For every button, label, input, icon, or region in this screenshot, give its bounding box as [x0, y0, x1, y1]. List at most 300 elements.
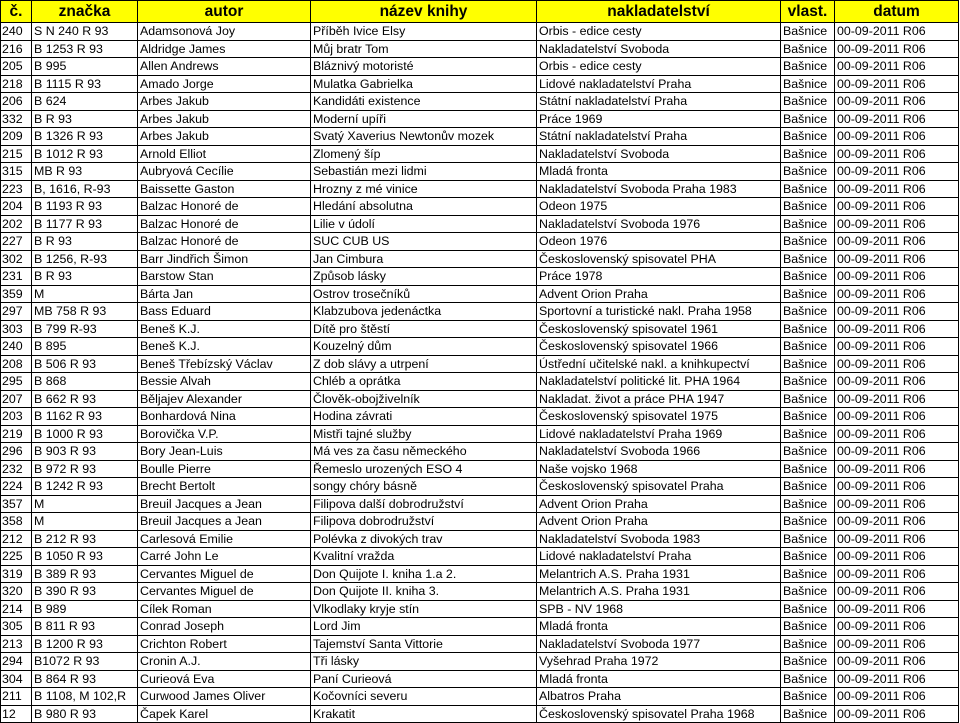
date-cell: 00-09-2011 R06	[835, 373, 959, 391]
table-row	[1, 478, 959, 496]
date-cell: 00-09-2011 R06	[835, 180, 959, 198]
publisher-cell: Vyšehrad Praha 1972	[537, 653, 781, 671]
table-row	[1, 653, 959, 671]
owner-cell: Bašnice	[781, 93, 835, 111]
col-author-header: autor	[138, 1, 311, 23]
code-cell: B 995	[32, 58, 138, 76]
date-cell: 00-09-2011 R06	[835, 58, 959, 76]
publisher-cell: Nakladatelství Svoboda 1977	[537, 635, 781, 653]
date-cell: 00-09-2011 R06	[835, 425, 959, 443]
code-cell: B 1193 R 93	[32, 198, 138, 216]
table-row	[1, 110, 959, 128]
code-cell: B 895	[32, 338, 138, 356]
publisher-cell: Československý spisovatel Praha	[537, 478, 781, 496]
publisher-cell: Československý spisovatel 1975	[537, 408, 781, 426]
date-cell: 00-09-2011 R06	[835, 565, 959, 583]
author-cell: Běljajev Alexander	[138, 390, 311, 408]
publisher-cell: Československý spisovatel 1966	[537, 338, 781, 356]
table-row	[1, 513, 959, 531]
owner-cell: Bašnice	[781, 215, 835, 233]
row-number-cell: 202	[1, 215, 32, 233]
publisher-cell: Státní nakladatelství Praha	[537, 128, 781, 146]
date-cell: 00-09-2011 R06	[835, 268, 959, 286]
title-cell: Řemeslo urozených ESO 4	[311, 460, 537, 478]
title-cell: Chléb a oprátka	[311, 373, 537, 391]
publisher-cell: Sportovní a turistické nakl. Praha 1958	[537, 303, 781, 321]
code-cell: B 903 R 93	[32, 443, 138, 461]
code-cell: B 1000 R 93	[32, 425, 138, 443]
title-cell: SUC CUB US	[311, 233, 537, 251]
owner-cell: Bašnice	[781, 688, 835, 706]
author-cell: Balzac Honoré de	[138, 198, 311, 216]
table-row	[1, 390, 959, 408]
row-number-cell: 12	[1, 705, 32, 723]
title-cell: Sebastián mezi lidmi	[311, 163, 537, 181]
author-cell: Borovička V.P.	[138, 425, 311, 443]
author-cell: Aldridge James	[138, 40, 311, 58]
table-row	[1, 705, 959, 723]
code-cell: B 390 R 93	[32, 583, 138, 601]
code-cell: B 1256, R-93	[32, 250, 138, 268]
date-cell: 00-09-2011 R06	[835, 355, 959, 373]
owner-cell: Bašnice	[781, 618, 835, 636]
date-cell: 00-09-2011 R06	[835, 478, 959, 496]
date-cell: 00-09-2011 R06	[835, 460, 959, 478]
table-row	[1, 75, 959, 93]
title-cell: Vlkodlaky kryje stín	[311, 600, 537, 618]
title-cell: Způsob lásky	[311, 268, 537, 286]
row-number-cell: 294	[1, 653, 32, 671]
publisher-cell: Melantrich A.S. Praha 1931	[537, 583, 781, 601]
table-row	[1, 338, 959, 356]
author-cell: Cervantes Miguel de	[138, 583, 311, 601]
date-cell: 00-09-2011 R06	[835, 443, 959, 461]
author-cell: Barr Jindřich Šimon	[138, 250, 311, 268]
author-cell: Bory Jean-Luis	[138, 443, 311, 461]
title-cell: Mistři tajné služby	[311, 425, 537, 443]
table-row	[1, 565, 959, 583]
code-cell: B1072 R 93	[32, 653, 138, 671]
row-number-cell: 204	[1, 198, 32, 216]
code-cell: B 1108, M 102,R	[32, 688, 138, 706]
author-cell: Beneš K.J.	[138, 338, 311, 356]
title-cell: Hledání absolutna	[311, 198, 537, 216]
author-cell: Conrad Joseph	[138, 618, 311, 636]
date-cell: 00-09-2011 R06	[835, 23, 959, 41]
row-number-cell: 215	[1, 145, 32, 163]
col-number-header: č.	[1, 1, 32, 23]
date-cell: 00-09-2011 R06	[835, 215, 959, 233]
publisher-cell: Advent Orion Praha	[537, 513, 781, 531]
owner-cell: Bašnice	[781, 425, 835, 443]
date-cell: 00-09-2011 R06	[835, 653, 959, 671]
title-cell: Má ves za času německého	[311, 443, 537, 461]
title-cell: Don Quijote II. kniha 3.	[311, 583, 537, 601]
row-number-cell: 295	[1, 373, 32, 391]
author-cell: Breuil Jacques a Jean	[138, 495, 311, 513]
title-cell: Kouzelný dům	[311, 338, 537, 356]
owner-cell: Bašnice	[781, 303, 835, 321]
publisher-cell: Odeon 1975	[537, 198, 781, 216]
code-cell: B 1200 R 93	[32, 635, 138, 653]
table-row	[1, 163, 959, 181]
owner-cell: Bašnice	[781, 705, 835, 723]
author-cell: Arbes Jakub	[138, 110, 311, 128]
title-cell: Kvalitní vražda	[311, 548, 537, 566]
publisher-cell: Nakladatelství politické lit. PHA 1964	[537, 373, 781, 391]
publisher-cell: Mladá fronta	[537, 670, 781, 688]
row-number-cell: 203	[1, 408, 32, 426]
owner-cell: Bašnice	[781, 338, 835, 356]
title-cell: Klabzubova jedenáctka	[311, 303, 537, 321]
author-cell: Cronin A.J.	[138, 653, 311, 671]
col-date-header: datum	[835, 1, 959, 23]
row-number-cell: 357	[1, 495, 32, 513]
row-number-cell: 223	[1, 180, 32, 198]
table-row	[1, 670, 959, 688]
publisher-cell: Nakladatelství Svoboda	[537, 40, 781, 58]
owner-cell: Bašnice	[781, 320, 835, 338]
row-number-cell: 219	[1, 425, 32, 443]
title-cell: Tajemství Santa Vittorie	[311, 635, 537, 653]
code-cell: B 1050 R 93	[32, 548, 138, 566]
row-number-cell: 213	[1, 635, 32, 653]
title-cell: Lilie v údolí	[311, 215, 537, 233]
title-cell: Krakatit	[311, 705, 537, 723]
author-cell: Arbes Jakub	[138, 93, 311, 111]
author-cell: Boulle Pierre	[138, 460, 311, 478]
date-cell: 00-09-2011 R06	[835, 670, 959, 688]
publisher-cell: Nakladatelství Svoboda 1976	[537, 215, 781, 233]
row-number-cell: 208	[1, 355, 32, 373]
code-cell: B 1326 R 93	[32, 128, 138, 146]
row-number-cell: 359	[1, 285, 32, 303]
publisher-cell: Práce 1969	[537, 110, 781, 128]
row-number-cell: 231	[1, 268, 32, 286]
title-cell: Člověk-obojživelník	[311, 390, 537, 408]
date-cell: 00-09-2011 R06	[835, 303, 959, 321]
table-row	[1, 23, 959, 41]
owner-cell: Bašnice	[781, 653, 835, 671]
row-number-cell: 207	[1, 390, 32, 408]
date-cell: 00-09-2011 R06	[835, 40, 959, 58]
title-cell: Hodina závrati	[311, 408, 537, 426]
owner-cell: Bašnice	[781, 478, 835, 496]
code-cell: B 1115 R 93	[32, 75, 138, 93]
author-cell: Cervantes Miguel de	[138, 565, 311, 583]
title-cell: Dítě pro štěstí	[311, 320, 537, 338]
author-cell: Bonhardová Nina	[138, 408, 311, 426]
date-cell: 00-09-2011 R06	[835, 618, 959, 636]
date-cell: 00-09-2011 R06	[835, 600, 959, 618]
table-row	[1, 443, 959, 461]
title-cell: Paní Curieová	[311, 670, 537, 688]
publisher-cell: Práce 1978	[537, 268, 781, 286]
owner-cell: Bašnice	[781, 40, 835, 58]
publisher-cell: Československý spisovatel PHA	[537, 250, 781, 268]
author-cell: Arbes Jakub	[138, 128, 311, 146]
publisher-cell: Československý spisovatel Praha 1968	[537, 705, 781, 723]
owner-cell: Bašnice	[781, 180, 835, 198]
table-row	[1, 180, 959, 198]
table-row	[1, 688, 959, 706]
table-row	[1, 530, 959, 548]
code-cell: MB 758 R 93	[32, 303, 138, 321]
author-cell: Adamsonová Joy	[138, 23, 311, 41]
row-number-cell: 216	[1, 40, 32, 58]
owner-cell: Bašnice	[781, 250, 835, 268]
author-cell: Cílek Roman	[138, 600, 311, 618]
author-cell: Bessie Alvah	[138, 373, 311, 391]
col-publisher-header: nakladatelství	[537, 1, 781, 23]
owner-cell: Bašnice	[781, 600, 835, 618]
row-number-cell: 227	[1, 233, 32, 251]
code-cell: B 811 R 93	[32, 618, 138, 636]
date-cell: 00-09-2011 R06	[835, 583, 959, 601]
author-cell: Carré John Le	[138, 548, 311, 566]
row-number-cell: 206	[1, 93, 32, 111]
author-cell: Allen Andrews	[138, 58, 311, 76]
date-cell: 00-09-2011 R06	[835, 495, 959, 513]
author-cell: Aubryová Cecílie	[138, 163, 311, 181]
owner-cell: Bašnice	[781, 285, 835, 303]
table-row	[1, 233, 959, 251]
title-cell: Moderní upíři	[311, 110, 537, 128]
row-number-cell: 304	[1, 670, 32, 688]
table-row	[1, 128, 959, 146]
code-cell: B 389 R 93	[32, 565, 138, 583]
owner-cell: Bašnice	[781, 443, 835, 461]
row-number-cell: 332	[1, 110, 32, 128]
owner-cell: Bašnice	[781, 548, 835, 566]
code-cell: MB R 93	[32, 163, 138, 181]
title-cell: Don Quijote I. kniha 1.a 2.	[311, 565, 537, 583]
date-cell: 00-09-2011 R06	[835, 705, 959, 723]
table-row	[1, 145, 959, 163]
owner-cell: Bašnice	[781, 198, 835, 216]
publisher-cell: Státní nakladatelství Praha	[537, 93, 781, 111]
owner-cell: Bašnice	[781, 390, 835, 408]
owner-cell: Bašnice	[781, 163, 835, 181]
publisher-cell: Nakladatelství Svoboda 1966	[537, 443, 781, 461]
table-row	[1, 583, 959, 601]
author-cell: Breuil Jacques a Jean	[138, 513, 311, 531]
author-cell: Crichton Robert	[138, 635, 311, 653]
table-row	[1, 408, 959, 426]
row-number-cell: 302	[1, 250, 32, 268]
code-cell: B 989	[32, 600, 138, 618]
publisher-cell: Advent Orion Praha	[537, 495, 781, 513]
publisher-cell: Nakladatelství Svoboda 1983	[537, 530, 781, 548]
date-cell: 00-09-2011 R06	[835, 635, 959, 653]
row-number-cell: 232	[1, 460, 32, 478]
table-row	[1, 425, 959, 443]
publisher-cell: Naše vojsko 1968	[537, 460, 781, 478]
title-cell: songy chóry básně	[311, 478, 537, 496]
col-owner-header: vlast.	[781, 1, 835, 23]
code-cell: B R 93	[32, 268, 138, 286]
author-cell: Carlesová Emilie	[138, 530, 311, 548]
author-cell: Barstow Stan	[138, 268, 311, 286]
code-cell: B 864 R 93	[32, 670, 138, 688]
code-cell: M	[32, 285, 138, 303]
date-cell: 00-09-2011 R06	[835, 285, 959, 303]
owner-cell: Bašnice	[781, 58, 835, 76]
table-row	[1, 548, 959, 566]
row-number-cell: 224	[1, 478, 32, 496]
owner-cell: Bašnice	[781, 268, 835, 286]
table-row	[1, 303, 959, 321]
row-number-cell: 320	[1, 583, 32, 601]
table-row	[1, 495, 959, 513]
date-cell: 00-09-2011 R06	[835, 338, 959, 356]
publisher-cell: Odeon 1976	[537, 233, 781, 251]
author-cell: Beneš K.J.	[138, 320, 311, 338]
title-cell: Polévka z divokých trav	[311, 530, 537, 548]
code-cell: B 980 R 93	[32, 705, 138, 723]
row-number-cell: 303	[1, 320, 32, 338]
publisher-cell: Lidové nakladatelství Praha	[537, 75, 781, 93]
table-body	[1, 23, 959, 723]
publisher-cell: Albatros Praha	[537, 688, 781, 706]
row-number-cell: 358	[1, 513, 32, 531]
table-row	[1, 320, 959, 338]
table-row	[1, 198, 959, 216]
owner-cell: Bašnice	[781, 145, 835, 163]
publisher-cell: Advent Orion Praha	[537, 285, 781, 303]
row-number-cell: 205	[1, 58, 32, 76]
date-cell: 00-09-2011 R06	[835, 320, 959, 338]
table-row	[1, 355, 959, 373]
title-cell: Filipova další dobrodružství	[311, 495, 537, 513]
code-cell: M	[32, 513, 138, 531]
author-cell: Baissette Gaston	[138, 180, 311, 198]
code-cell: B 1162 R 93	[32, 408, 138, 426]
title-cell: Ostrov trosečníků	[311, 285, 537, 303]
date-cell: 00-09-2011 R06	[835, 408, 959, 426]
code-cell: B 1253 R 93	[32, 40, 138, 58]
code-cell: S N 240 R 93	[32, 23, 138, 41]
table-row	[1, 58, 959, 76]
owner-cell: Bašnice	[781, 110, 835, 128]
table-row	[1, 40, 959, 58]
row-number-cell: 315	[1, 163, 32, 181]
author-cell: Beneš Třebízský Václav	[138, 355, 311, 373]
title-cell: Jan Cimbura	[311, 250, 537, 268]
title-cell: Svatý Xaverius Newtonův mozek	[311, 128, 537, 146]
publisher-cell: Lidové nakladatelství Praha	[537, 548, 781, 566]
title-cell: Zlomený šíp	[311, 145, 537, 163]
author-cell: Curwood James Oliver	[138, 688, 311, 706]
date-cell: 00-09-2011 R06	[835, 513, 959, 531]
owner-cell: Bašnice	[781, 233, 835, 251]
owner-cell: Bašnice	[781, 75, 835, 93]
table-row	[1, 600, 959, 618]
author-cell: Arnold Elliot	[138, 145, 311, 163]
author-cell: Bárta Jan	[138, 285, 311, 303]
owner-cell: Bašnice	[781, 23, 835, 41]
publisher-cell: Orbis - edice cesty	[537, 58, 781, 76]
table-row	[1, 618, 959, 636]
title-cell: Filipova dobrodružství	[311, 513, 537, 531]
date-cell: 00-09-2011 R06	[835, 198, 959, 216]
code-cell: B 1012 R 93	[32, 145, 138, 163]
header-row	[1, 1, 959, 23]
publisher-cell: Mladá fronta	[537, 163, 781, 181]
col-title-header: název knihy	[311, 1, 537, 23]
author-cell: Brecht Bertolt	[138, 478, 311, 496]
code-cell: B R 93	[32, 110, 138, 128]
publisher-cell: Nakladat. život a práce PHA 1947	[537, 390, 781, 408]
table-row	[1, 460, 959, 478]
title-cell: Mulatka Gabrielka	[311, 75, 537, 93]
date-cell: 00-09-2011 R06	[835, 110, 959, 128]
table-row	[1, 285, 959, 303]
publisher-cell: Nakladatelství Svoboda	[537, 145, 781, 163]
title-cell: Tři lásky	[311, 653, 537, 671]
code-cell: B 868	[32, 373, 138, 391]
date-cell: 00-09-2011 R06	[835, 548, 959, 566]
author-cell: Balzac Honoré de	[138, 215, 311, 233]
row-number-cell: 319	[1, 565, 32, 583]
code-cell: B 799 R-93	[32, 320, 138, 338]
title-cell: Můj bratr Tom	[311, 40, 537, 58]
table-row	[1, 215, 959, 233]
publisher-cell: Nakladatelství Svoboda Praha 1983	[537, 180, 781, 198]
author-cell: Curieová Eva	[138, 670, 311, 688]
table-row	[1, 250, 959, 268]
publisher-cell: Československý spisovatel 1961	[537, 320, 781, 338]
date-cell: 00-09-2011 R06	[835, 128, 959, 146]
table-row	[1, 268, 959, 286]
owner-cell: Bašnice	[781, 565, 835, 583]
owner-cell: Bašnice	[781, 128, 835, 146]
publisher-cell: Orbis - edice cesty	[537, 23, 781, 41]
code-cell: B 972 R 93	[32, 460, 138, 478]
date-cell: 00-09-2011 R06	[835, 75, 959, 93]
owner-cell: Bašnice	[781, 513, 835, 531]
owner-cell: Bašnice	[781, 583, 835, 601]
owner-cell: Bašnice	[781, 495, 835, 513]
title-cell: Hrozny z mé vinice	[311, 180, 537, 198]
code-cell: B 1242 R 93	[32, 478, 138, 496]
author-cell: Čapek Karel	[138, 705, 311, 723]
code-cell: B 662 R 93	[32, 390, 138, 408]
code-cell: B 1177 R 93	[32, 215, 138, 233]
code-cell: B 506 R 93	[32, 355, 138, 373]
title-cell: Bláznivý motoristé	[311, 58, 537, 76]
publisher-cell: Lidové nakladatelství Praha 1969	[537, 425, 781, 443]
owner-cell: Bašnice	[781, 635, 835, 653]
table-row	[1, 93, 959, 111]
date-cell: 00-09-2011 R06	[835, 233, 959, 251]
title-cell: Kandidáti existence	[311, 93, 537, 111]
owner-cell: Bašnice	[781, 530, 835, 548]
row-number-cell: 305	[1, 618, 32, 636]
row-number-cell: 296	[1, 443, 32, 461]
row-number-cell: 297	[1, 303, 32, 321]
date-cell: 00-09-2011 R06	[835, 530, 959, 548]
owner-cell: Bašnice	[781, 670, 835, 688]
row-number-cell: 240	[1, 23, 32, 41]
publisher-cell: Ústřední učitelské nakl. a knihkupectví	[537, 355, 781, 373]
table-row	[1, 373, 959, 391]
row-number-cell: 240	[1, 338, 32, 356]
row-number-cell: 211	[1, 688, 32, 706]
date-cell: 00-09-2011 R06	[835, 163, 959, 181]
date-cell: 00-09-2011 R06	[835, 390, 959, 408]
owner-cell: Bašnice	[781, 355, 835, 373]
